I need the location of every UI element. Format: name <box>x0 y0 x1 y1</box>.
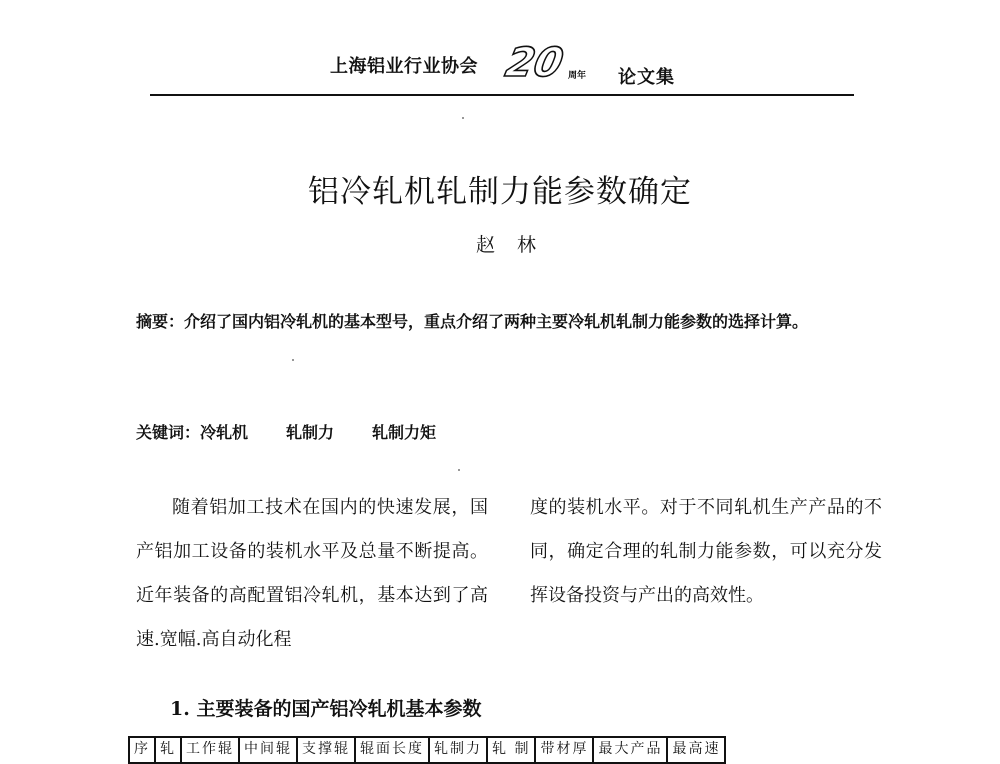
paper-author: 赵 林 <box>475 234 545 256</box>
keywords-label: 关键词： <box>136 423 201 442</box>
scan-speck <box>292 359 294 361</box>
scan-speck <box>462 117 464 119</box>
scan-speck <box>458 469 460 471</box>
body-paragraph: 度的装机水平。对于不同轧机生产产品的不同，确定合理的轧制力能参数，可以充分发挥设备投资与产出的高效性。 <box>530 497 882 606</box>
table-header-cell: 辊面长度 <box>355 737 429 763</box>
table-header-cell: 轧制力 <box>429 737 487 763</box>
keyword: 轧制力矩 <box>372 423 437 442</box>
table-header-cell: 带材厚 <box>535 737 593 763</box>
section-number: 1. <box>170 698 190 720</box>
table-header-cell: 最高速 <box>667 737 725 763</box>
parameters-table <box>128 736 726 764</box>
table-header-cell: 序 <box>129 737 155 763</box>
anniversary-badge-icon <box>501 38 600 86</box>
section-title: 主要装备的国产铝冷轧机基本参数 <box>196 698 482 720</box>
abstract-text: 介绍了国内铝冷轧机的基本型号，重点介绍了两种主要冷轧机轧制力能参数的选择计算。 <box>184 312 809 331</box>
body-column-left <box>136 486 488 662</box>
keywords <box>136 420 474 443</box>
keyword: 轧制力 <box>286 423 335 442</box>
body-paragraph: 随着铝加工技术在国内的快速发展，国产铝加工设备的装机水平及总量不断提高。近年装备的高配置铝冷轧机，基本达到了高速.宽幅.高自动化程 <box>136 497 488 650</box>
keyword: 冷轧机 <box>200 423 249 442</box>
table-header-cell: 中间辊 <box>239 737 297 763</box>
badge-number: 20 <box>501 38 568 86</box>
badge-suffix: 周年 <box>568 71 587 81</box>
header-collection: 论文集 <box>618 67 675 88</box>
table-header-cell: 轧 <box>155 737 181 763</box>
abstract-label: 摘要： <box>136 312 185 331</box>
header-organization: 上海铝业行业协会 <box>330 56 478 77</box>
table-header-cell: 最大产品 <box>593 737 667 763</box>
header-rule <box>150 94 854 96</box>
table-header-cell: 轧 制 <box>487 737 535 763</box>
table-header-cell: 支撑辊 <box>297 737 355 763</box>
body-column-right <box>530 486 882 618</box>
section-heading <box>170 694 481 721</box>
paper-title: 铝冷轧机轧制力能参数确定 <box>308 174 692 210</box>
table-header-row <box>129 737 725 763</box>
running-header <box>0 0 1000 100</box>
table-header-cell: 工作辊 <box>181 737 239 763</box>
abstract <box>136 303 860 341</box>
